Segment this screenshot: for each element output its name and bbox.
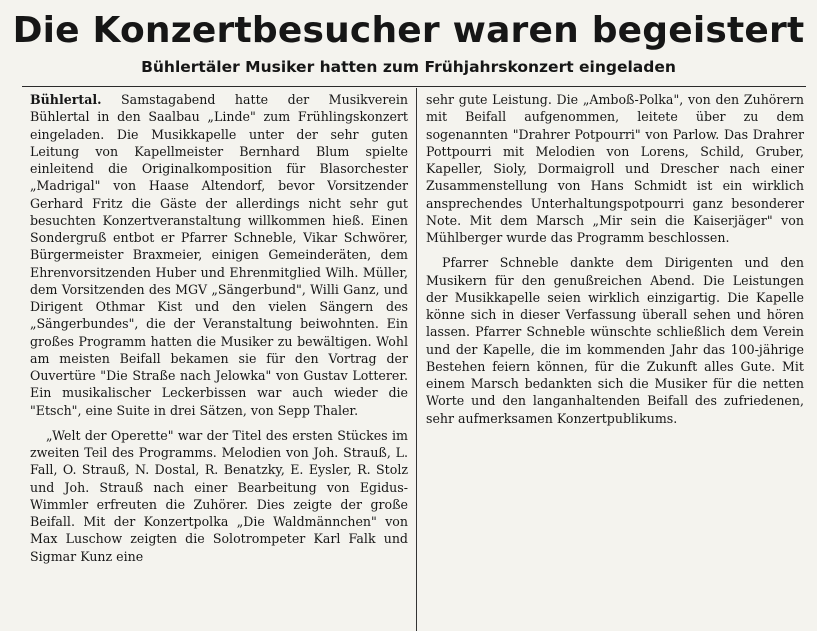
dateline: Bühlertal. [30, 92, 102, 107]
right-paragraph-1: sehr gute Leistung. Die „Amboß-Polka", von den Zuhörern mit Beifall aufgenommen, leitete über zu dem sogenannten "Drahrer Potpourri" von Parlow. Das Drahrer Pottpourri mit Melodien von Lorens, Schild, Gruber, Kapeller, Sioly, Dormaigroll und Drescher nach einer Zusammenstellung von Hans Schmidt ist ein wirklich ansprechendes Unterhaltungspotpourri ganz besonderer Note. Mit dem Marsch „Mir sein die Kaiserjäger" von Mühlberger wurde das Programm beschlossen. [426, 92, 804, 245]
left-paragraph-1-text: Samstagabend hatte der Musikverein Bühlertal in den Saalbau „Linde" zum Frühlingskonzert eingeladen. Die Musikkapelle unter der sehr guten Leitung von Kapellmeister Bernhard Blum spielte einleitend die Originalkomposition für Blasorchester „Madrigal" von Haase Altendorf, bevor Vorsitzender Gerhard Fritz die Gäste der allerdings nicht sehr gut besuchten Konzertveranstaltung willkommen hieß. Einen Sondergruß entbot er Pfarrer Schneble, Vikar Schwörer, Bürgermeister Braxmeier, einigen Gemeinderäten, dem Ehrenvorsitzenden Huber und Ehrenmitglied Wilh. Müller, dem Vorsitzenden des MGV „Sängerbund", Willi Ganz, und Dirigent Othmar Kist und den vielen Sängern des „Sängerbundes", die der Veranstaltung beiwohnten. Ein großes Programm hatten die Musiker zu bewältigen. Wohl am meisten Beifall bekamen sie für den Vortrag der Ouvertüre "Die Straße nach Jelowka" von Gustav Lotterer. Ein musikalischer Leckerbissen war auch wieder die "Etsch", eine Suite in drei Sätzen, von Sepp Thaler. [30, 92, 408, 418]
header-rule [22, 86, 806, 87]
headline: Die Konzertbesucher waren begeistert [12, 10, 805, 51]
subheadline: Bühlertäler Musiker hatten zum Frühjahrskonzert eingeladen [141, 58, 676, 76]
right-column [426, 91, 804, 427]
column-divider [416, 88, 417, 631]
left-paragraph-2: „Welt der Operette" war der Titel des ersten Stückes im zweiten Teil des Programms. Melodien von Joh. Strauß, L. Fall, O. Strauß, N. Dostal, R. Benatzky, E. Eysler, R. Stolz und Joh. Strauß nach einer Bearbeitung von Egidus-Wimmler erfreuten die Zuhörer. Dies zeigte der große Beifall. Mit der Konzertpolka „Die Waldmännchen" von Max Luschow zeigten die Solotrompeter Karl Falk und Sigmar Kunz eine [30, 427, 408, 564]
left-column [30, 91, 408, 565]
right-paragraph-2: Pfarrer Schneble dankte dem Dirigenten und den Musikern für den genußreichen Abend. Die Leistungen der Musikkapelle seien wirklich einzigartig. Die Kapelle könne sich in dieser Verfassung überall sehen und hören lassen. Pfarrer Schneble wünschte schließlich dem Verein und der Kapelle, die im kommenden Jahr das 100-jährige Bestehen feiern können, für die Zukunft alles Gute. Mit einem Marsch bedankten sich die Musiker für die netten Worte und den langanhaltenden Beifall des zufriedenen, sehr aufmerksamen Konzertpublikums. [426, 255, 804, 426]
left-paragraph-1 [30, 91, 408, 419]
